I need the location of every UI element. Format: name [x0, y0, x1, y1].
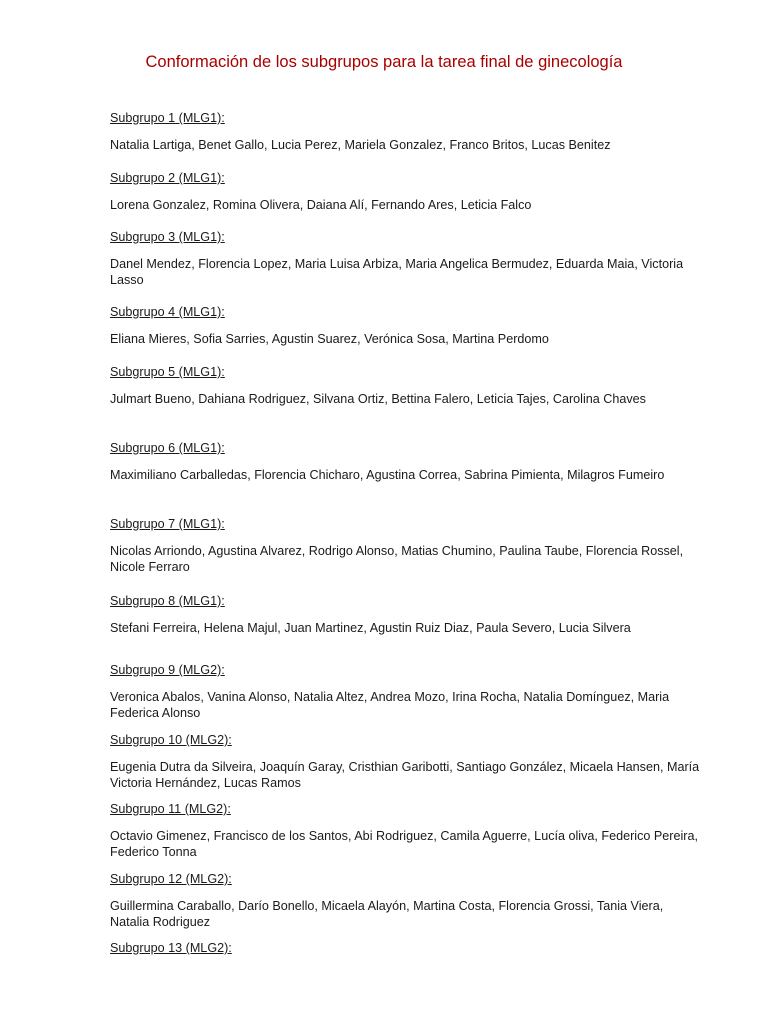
subgroup-1	[110, 110, 700, 153]
subgroup-12	[110, 871, 700, 931]
subgroup-heading: Subgrupo 11 (MLG2):	[110, 802, 231, 816]
subgroup-members: Eliana Mieres, Sofia Sarries, Agustin Suarez, Verónica Sosa, Martina Perdomo	[110, 331, 549, 346]
subgroup-2	[110, 170, 700, 213]
subgroup-10	[110, 732, 700, 792]
subgroup-heading: Subgrupo 6 (MLG1):	[110, 441, 225, 455]
subgroup-members: Eugenia Dutra da Silveira, Joaquín Garay, Cristhian Garibotti, Santiago González, Micaela Hansen, María Victoria Hernández, Lucas Ramos	[110, 759, 700, 790]
subgroup-heading: Subgrupo 10 (MLG2):	[110, 733, 232, 747]
subgroup-members: Maximiliano Carballedas, Florencia Chicharo, Agustina Correa, Sabrina Pimienta, Milagros Fumeiro	[110, 467, 665, 482]
subgroup-8	[110, 593, 700, 636]
subgroup-heading: Subgrupo 9 (MLG2):	[110, 663, 225, 677]
subgroup-members: Lorena Gonzalez, Romina Olivera, Daiana Alí, Fernando Ares, Leticia Falco	[110, 197, 532, 212]
subgroup-heading: Subgrupo 3 (MLG1):	[110, 230, 225, 244]
subgroup-heading: Subgrupo 7 (MLG1):	[110, 517, 225, 531]
subgroup-members: Julmart Bueno, Dahiana Rodriguez, Silvana Ortiz, Bettina Falero, Leticia Tajes, Carolina Chaves	[110, 391, 646, 406]
subgroup-7	[110, 516, 700, 576]
subgroup-4	[110, 304, 700, 347]
subgroup-members: Danel Mendez, Florencia Lopez, Maria Luisa Arbiza, Maria Angelica Bermudez, Eduarda Maia, Victoria Lasso	[110, 256, 684, 287]
subgroup-heading: Subgrupo 8 (MLG1):	[110, 594, 225, 608]
subgroup-members: Veronica Abalos, Vanina Alonso, Natalia Altez, Andrea Mozo, Irina Rocha, Natalia Domínguez, Maria Federica Alonso	[110, 689, 670, 720]
subgroup-heading: Subgrupo 5 (MLG1):	[110, 365, 225, 379]
subgroup-11	[110, 801, 700, 861]
subgroup-members: Nicolas Arriondo, Agustina Alvarez, Rodrigo Alonso, Matias Chumino, Paulina Taube, Florencia Rossel, Nicole Ferraro	[110, 543, 684, 574]
subgroup-members: Octavio Gimenez, Francisco de los Santos, Abi Rodriguez, Camila Aguerre, Lucía oliva, Federico Pereira, Federico Tonna	[110, 828, 698, 859]
subgroup-heading: Subgrupo 12 (MLG2):	[110, 872, 232, 886]
subgroup-heading: Subgrupo 4 (MLG1):	[110, 305, 225, 319]
subgroup-members: Stefani Ferreira, Helena Majul, Juan Martinez, Agustin Ruiz Diaz, Paula Severo, Lucia Silvera	[110, 620, 631, 635]
subgroup-3	[110, 229, 700, 289]
subgroup-5	[110, 364, 700, 407]
subgroup-members: Natalia Lartiga, Benet Gallo, Lucia Perez, Mariela Gonzalez, Franco Britos, Lucas Benitez	[110, 137, 611, 152]
subgroup-heading: Subgrupo 2 (MLG1):	[110, 171, 225, 185]
subgroup-heading: Subgrupo 1 (MLG1):	[110, 111, 225, 125]
subgroup-heading: Subgrupo 13 (MLG2):	[110, 941, 232, 955]
document-title: Conformación de los subgrupos para la tarea final de ginecología	[145, 53, 623, 71]
subgroup-6	[110, 440, 700, 483]
subgroup-members: Guillermina Caraballo, Darío Bonello, Micaela Alayón, Martina Costa, Florencia Grossi, Tania Viera, Natalia Rodriguez	[110, 898, 664, 929]
subgroup-13	[110, 940, 700, 957]
subgroup-9	[110, 662, 700, 722]
